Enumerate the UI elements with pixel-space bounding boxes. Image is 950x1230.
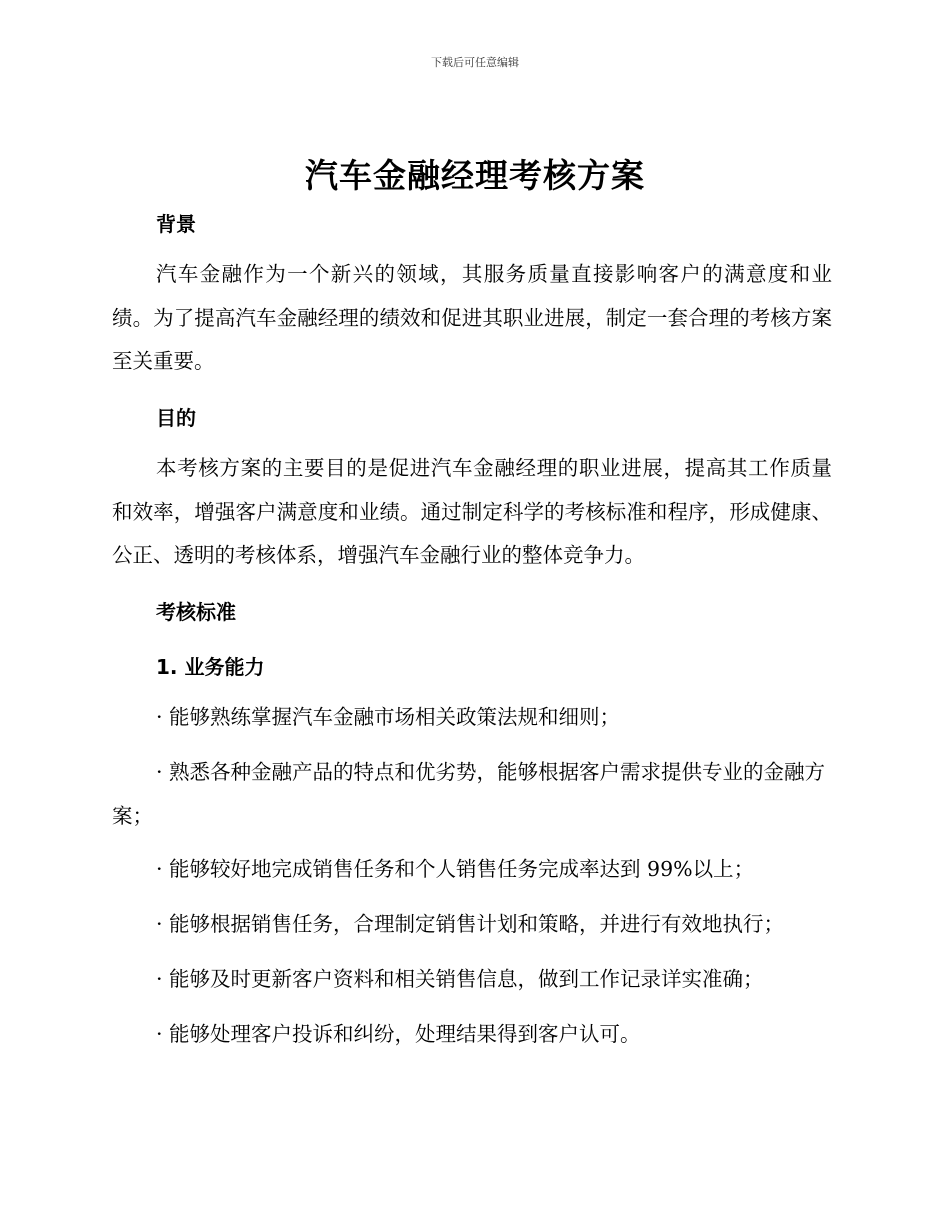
criteria-item: · 能够较好地完成销售任务和个人销售任务完成率达到 99%以上； bbox=[156, 857, 755, 881]
criteria-item: · 能够根据销售任务，合理制定销售计划和策略，并进行有效地执行； bbox=[156, 912, 785, 936]
criteria-item: · 能够及时更新客户资料和相关销售信息，做到工作记录详实准确； bbox=[156, 967, 764, 991]
page-header-note: 下载后可任意编辑 bbox=[431, 56, 519, 69]
purpose-paragraph: 本考核方案的主要目的是促进汽车金融经理的职业进展，提高其工作质量和效率，增强客户满意度和业绩。通过制定科学的考核标准和程序，形成健康、公正、透明的考核体系，增强汽车金融行业的整体竞争力。 bbox=[112, 456, 832, 567]
criteria-item: · 熟悉各种金融产品的特点和优劣势，能够根据客户需求提供专业的金融方案； bbox=[112, 760, 826, 828]
criteria-item: · 能够处理客户投诉和纠纷，处理结果得到客户认可。 bbox=[156, 1022, 641, 1046]
criteria-subheading: 1. 业务能力 bbox=[156, 655, 265, 679]
document-title: 汽车金融经理考核方案 bbox=[305, 156, 645, 195]
background-paragraph: 汽车金融作为一个新兴的领域，其服务质量直接影响客户的满意度和业绩。为了提高汽车金融经理的绩效和促进其职业进展，制定一套合理的考核方案至关重要。 bbox=[112, 262, 832, 373]
section-heading-criteria: 考核标准 bbox=[156, 600, 236, 624]
section-heading-purpose: 目的 bbox=[156, 406, 196, 430]
section-heading-background: 背景 bbox=[156, 212, 196, 236]
criteria-item: · 能够熟练掌握汽车金融市场相关政策法规和细则； bbox=[156, 705, 621, 729]
